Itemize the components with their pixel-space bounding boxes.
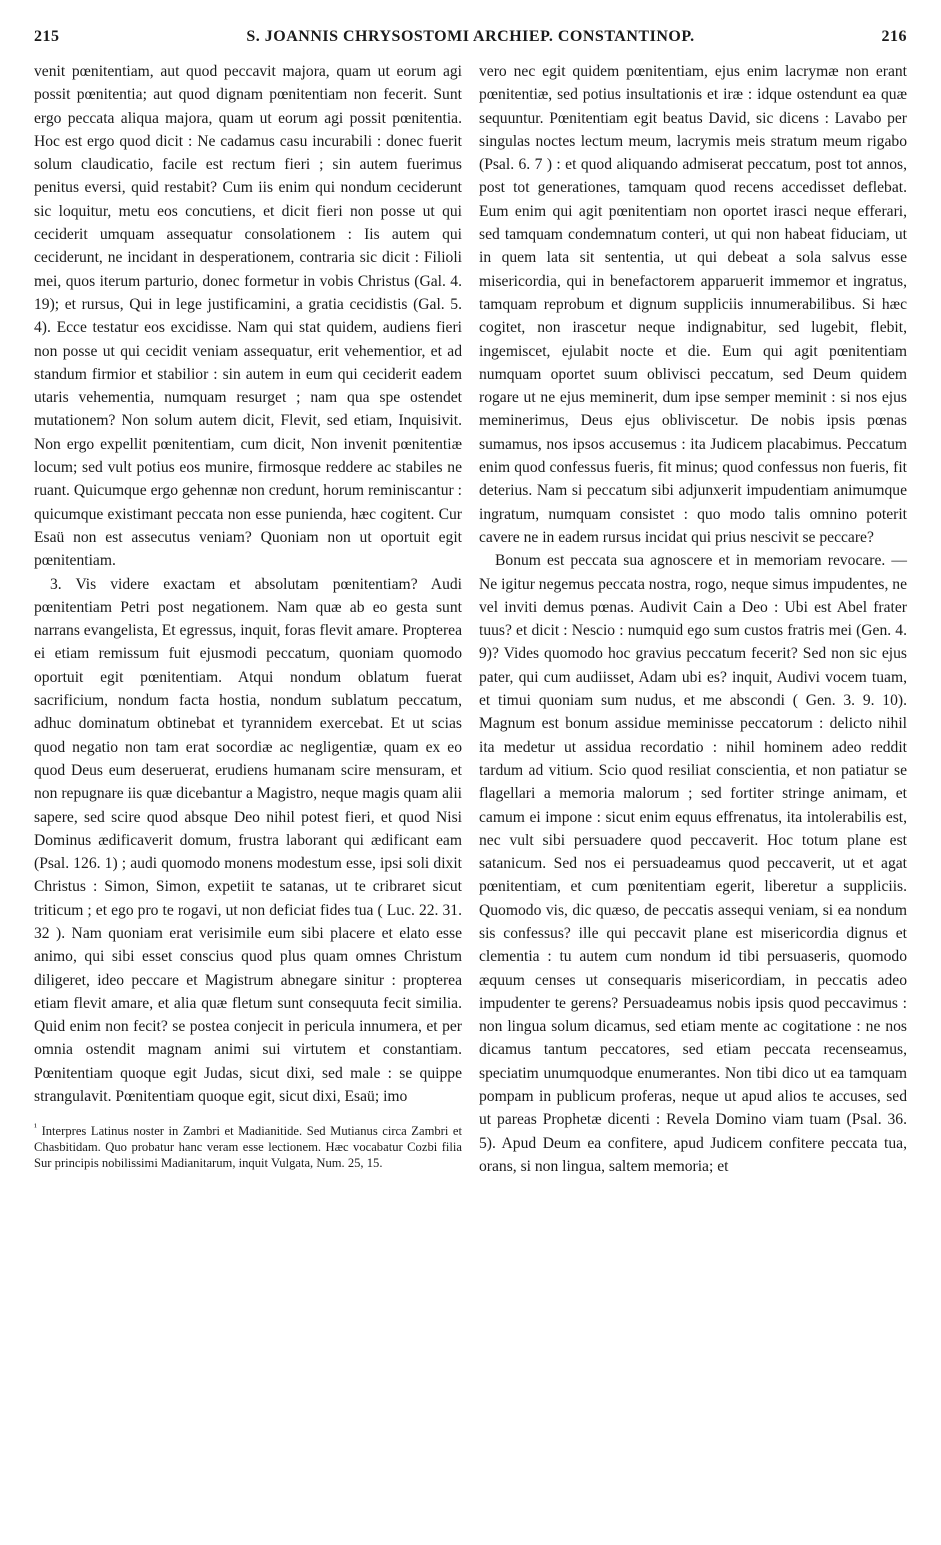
- page-number-left: 215: [34, 28, 60, 45]
- left-column: [34, 60, 462, 1178]
- page-number-right: 216: [881, 28, 907, 45]
- paragraph: 3. Vis videre exactam et absolutam pœnitentiam? Audi pœnitentiam Petri post negationem. Nam quæ ab eo gesta sunt narrans evangelista, Et egressus, inquit, foras flevit amare. Propterea ei etiam remissum fuit ejusmodi peccatum, quoniam quomodo oportuit egit pœnitentiam. Atqui nondum oblatum fuerat sacrificium, nondum facta hostia, nondum sublatum peccatum, adhuc dominatum obtinebat et tyrannidem exercebat. Et ut scias quod negatio non tam erat socordiæ ac negligentiæ, quam ex eo quod Deus eum deseruerat, erudiens humanam scire mensuram, et non repugnare iis quæ dicebantur a Magistro, neque magis quam alii sapere, sed scire quod absque Deo nihil potest fieri, et quod Nisi Dominus ædificaverit domum, frustra laborant qui ædificant eam (Psal. 126. 1) ; audi quomodo monens modestum esse, ipsi soli dixit Christus : Simon, Simon, expetiit te satanas, ut te cribraret sicut triticum ; et ego pro te rogavi, ut non deficiat fides tua ( Luc. 22. 31. 32 ). Nam quoniam erat verisimile eum sibi placere et elato esse animo, qui sibi esset conscius quod plus quam omnes Christum diligeret, ideo peccare et Magistrum abnegare sinitur : propterea etiam flevit amare, et alia quæ fletum sunt consequuta fecit similia. Quid enim non fecit? se postea conjecit in pericula innumera, et per omnia ostendit magnam animi sui virtutem et constantiam. Pœnitentiam quoque egit Judas, sicut dixi, sed male : se quippe strangulavit. Pœnitentiam quoque egit, sicut dixi, Esaü; imo: [34, 575, 462, 1106]
- running-header: [34, 28, 907, 54]
- footnote-text: Interpres Latinus noster in Zambri et Madianitide. Sed Mutianus circa Zambri et Chasbitidam. Quo probatur hanc veram esse lectionem. Hæc vocabatur Cozbi filia Sur principis nobilissimi Madianitarum, inquit Vulgata, Num. 25, 15.: [34, 1124, 462, 1170]
- paragraph: Bonum est peccata sua agnoscere et in memoriam revocare. — Ne igitur negemus peccata nostra, rogo, neque simus impudentes, ne vel inviti demus pœnas. Audivit Cain a Deo : Ubi est Abel frater tuus? et dicit : Nescio : numquid ego sum custos fratris mei (Gen. 4. 9)? Vides quomodo hoc gravius peccatum fecerit? Sed non sic ejus pater, qui cum audiisset, Adam ubi es? inquit, Audivi vocem tuam, et timui quoniam sum nudus, et me abscondi ( Gen. 3. 9. 10). Magnum est bonum assidue meminisse peccatorum : delicto nihil ita medetur ut assidua recordatio : nihil hominem adeo reddit tardum ad vitium. Scio quod resiliat conscientia, et non patiatur se flagellari a memoria malorum ; sed fortiter stringe animam, et camum ei impone : sicut enim equus effrenatus, ita intolerabilis est, nec vult sibi persuadere quod peccaverit. Hoc totum plane est satanicum. Sed nos ei persuadeamus quod peccaverit, ut et agat pœnitentiam, et cum pœnitentiam egerit, liberetur a suppliciis. Quomodo vis, dic quæso, de peccatis assequi veniam, si ea nondum sis confessus? ille qui peccavit plane est misericordia dignus et clementia : tu autem cum nondum id tibi persuaseris, quomodo æquum censes ut consequaris misericordiam, in peccatis adeo impudenter te gerens? Persuadeamus nobis ipsis quod peccavimus : non lingua solum dicamus, sed etiam mente ac cogitatione : ne nos dicamus tantum peccatores, sed etiam peccata recenseamus, speciatim unumquodque enumerantes. Non tibi dico ut ea tamquam pompam in publicum proferas, neque ut apud alios te accuses, sed ut pareas Prophetæ dicenti : Revela Domino viam tuam (Psal. 36. 5). Apud Deum ea confitere, apud Judicem confitere peccata tua, orans, si non lingua, saltem memoria; et: [479, 552, 907, 1175]
- footnote: [34, 1120, 462, 1171]
- running-title: S. JOANNIS CHRYSOSTOMI ARCHIEP. CONSTANTINOP.: [246, 28, 695, 45]
- footnote-mark: ¹: [34, 1122, 37, 1134]
- text-columns: [34, 60, 907, 1178]
- paragraph: vero nec egit quidem pœnitentiam, ejus enim lacrymæ non erant pœnitentiæ, sed potius insultationis et iræ : idque ostendunt ea quæ sequuntur. Pœnitentiam egit beatus David, sic dicens : Lavabo per singulas noctes lectum meum, lacrymis meis stratum meum rigabo (Psal. 6. 7 ) : et quod aliquando admiserat peccatum, post tot annos, post tot generationes, tamquam quod recens accedisset deflebat. Eum enim qui agit pœnitentiam non oportet irasci neque efferari, sed tamquam condemnatum conteri, ut qui non habeat fiduciam, ut in quem lata sit sententia, ut qui debeat a sola salvus esse misericordia, qui in benefactorem apparuerit immemor et ingratus, tamquam reprobum et dignum suppliciis innumerabilibus. Si hæc cogitet, non irascetur neque indignabitur, sed lugebit, flebit, ingemiscet, ejulabit nocte et die. Eum qui agit pœnitentiam numquam oportet suum oblivisci peccatum, sed Deum quidem rogare ut ne ejus meminerit, dum ipse semper meminit : si nos ejus meminerimus, Deus ejus obliviscetur. De nobis ipsis pœnas sumamus, nos ipsos accusemus : ita Judicem placabimus. Peccatum enim quod confessus fueris, fit minus; quod confessus non fueris, fit deterius. Nam si peccatum sibi adjunxerit impudentiam animumque ingratum, numquam consistet : quo modo talis omnino poterit cavere ne in eadem rursus incidat qui prius nescivit se peccare?: [479, 63, 907, 546]
- paragraph: venit pœnitentiam, aut quod peccavit majora, quam ut eorum agi possit pœnitentia; aut quod dignam pœnitentiam non fecerit. Sunt ergo peccata aliqua majora, quam ut eorum agi possit pœnitentia. Hoc est ergo quod dicit : Ne cadamus casu incurabili : donec fuerit solum claudicatio, facile est rectum fieri ; sin autem fuerimus penitus eversi, quid restabit? Cum iis enim qui nondum ceciderunt sic loquitur, metu eos concutiens, et dicit fieri non posse ut qui ceciderit umquam assequatur consolationem : Iis autem qui ceciderunt, ne incidant in desperationem, contraria sic dicit : Filioli mei, quos iterum parturio, donec formetur in vobis Christus (Gal. 4. 19); et rursus, Qui in lege justificamini, a gratia cecidistis (Gal. 5. 4). Ecce testatur eos excidisse. Nam qui stat quidem, audiens fieri non posse ut qui cecidit veniam assequatur, erit vehementior, et ad standum firmior et stabilior : sin autem in eum qui ceciderit eadem utaris vehementia, numquam resurget ; nam qua spe ostendet mutationem? Non solum autem dicit, Flevit, sed etiam, Inquisivit. Non ergo expellit pœnitentiam, cum dicit, Non invenit pœnitentiæ locum; sed vult potius eos munire, firmosque reddere ac stabiles ne ruant. Quicumque ergo gehennæ non credunt, horum reminiscantur : quicumque existimant peccata non esse punienda, hæc cogitent. Cur Esaü non est assecutus veniam? Quoniam non ut oportuit egit pœnitentiam.: [34, 63, 462, 570]
- right-column: [479, 60, 907, 1178]
